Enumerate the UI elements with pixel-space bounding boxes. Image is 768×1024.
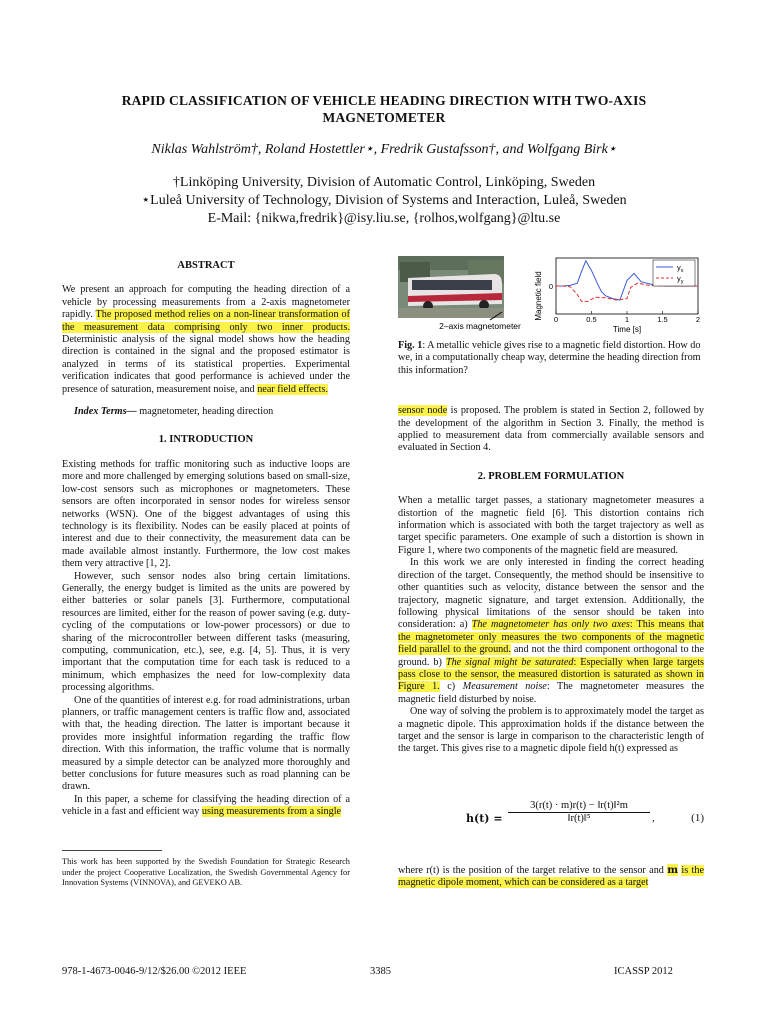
legend-entry-yx: $y_x$: [677, 263, 684, 274]
legend-box: [653, 260, 695, 286]
problem-p2-hl1-italic: The magnetometer has only two axes: [471, 619, 630, 631]
magnetic-field-plot: [549, 258, 700, 324]
bus-photo: [398, 256, 504, 318]
problem-heading: 2. PROBLEM FORMULATION: [477, 470, 625, 482]
affiliation-linkoping: †Linköping University, Division of Automatic Control, Linköping, Sweden: [172, 175, 596, 190]
y-axis-label: Magnetic field: [534, 271, 543, 321]
footnote: This work has been supported by the Swedish Foundation for Strategic Research under the project Cooperative Localization, the Swedish Governmental Agency for Innovation Systems (VINNOVA), and GEVEKO AB.: [62, 857, 350, 888]
index-terms-label: Index Terms—: [74, 406, 137, 418]
x-tick-label: 0: [553, 315, 559, 324]
paper-title: RAPID CLASSIFICATION OF VEHICLE HEADING DIRECTION WITH TWO-AXIS MAGNETOMETER: [121, 93, 647, 125]
problem-paragraph-2: [398, 557, 704, 706]
problem-p4-highlight-m: m: [667, 864, 679, 876]
right-column-bottom: [398, 864, 704, 890]
figure-1: [398, 256, 704, 336]
sensor-label: 2–axis magnetometer: [439, 321, 521, 331]
intro-p4-text: In this paper, a scheme for classifying the heading direction of a vehicle in a fast and efficient way: [62, 793, 350, 818]
figure-1-caption-text: : A metallic vehicle gives rise to a magnetic field distortion. How do we, in a computationally cheap way, determine the heading direction from this information?: [398, 340, 701, 376]
intro-continuation-highlight: sensor node: [398, 405, 448, 417]
email-line: E-Mail: {nikwa,fredrik}@isy.liu.se, {rolhos,wolfgang}@ltu.se: [207, 211, 561, 226]
abstract-text-a: We present an approach for computing the heading direction of a vehicle by processing measurements from a 2-axis magnetometer rapidly.: [62, 284, 350, 321]
problem-p2-hl1-text: : This means that the magnetometer only measures the two components of the magnetic field parallel to the ground.: [398, 619, 704, 656]
problem-paragraph-3: One way of solving the problem is to approximately model the target as a magnetic dipole. This approximation holds if the distance between the target and the sensor is large in comparison to the characteristic length of the target. This gives rise to a magnetic dipole field h(t) expressed as: [398, 706, 704, 755]
equation-denominator: ‖r(t)‖⁵: [567, 813, 591, 824]
intro-paragraph-2: However, such sensor nodes also bring certain limitations. Generally, the energy budget is limited as the units are powered by either batteries or solar panels [3]. Furthermore, computational resources are limited, either for the reason of power saving (e.g. duty-cycling of the computations or low-power processors) or due to sharing of the microcontroller between different tasks (measuring, computing, communication, etc.), see, e.g. [4, 5]. Thus, it is very important that the computation time for each task is reduced to a minimum, which emphasizes the need for low-complexity data processing algorithms.: [62, 570, 350, 694]
x-tick-label: 0.5: [586, 315, 597, 324]
problem-paragraph-4: [398, 864, 704, 890]
y-tick-label: 0: [548, 282, 553, 291]
problem-paragraph-1: When a metallic target passes, a stationary magnetometer measures a distortion of the magnetic field [6]. This distortion contains rich information which is associated with both the target trajectory as well as target specific parameters. One example of such a distortion is shown in Figure 1, where two components of the magnetic field are measured.: [398, 495, 704, 556]
problem-p2-text-b: and not the third component orthogonal to the ground. b): [398, 644, 704, 668]
problem-p2-hl2-text: : Especially when large targets pass close to the sensor, the measured distortion is saturated as shown in Figure 1.: [398, 656, 704, 693]
equation-tag: (1): [691, 812, 704, 824]
abstract-highlight-2: near field effects.: [257, 383, 329, 395]
introduction-heading: 1. INTRODUCTION: [158, 434, 254, 446]
abstract-highlight-1: The proposed method relies on a non-linear transformation of the measurement data comprising only two inner products.: [62, 309, 350, 333]
intro-paragraph-1: Existing methods for traffic monitoring such as inductive loops are more and more challenged by emerging solutions based on small-size, low-cost sensors such as microphones or magnetometers. These sensors are often incorporated in sensor nodes for wireless sensor networks (WSN). One of the biggest advantages of using this technology is its flexibility. Nodes can be easily placed at points of interest and due to their connectivity, the measurement data can be made available almost instantly. Furthermore, the low cost makes them very attractive [1, 2].: [62, 458, 350, 570]
abstract-heading: ABSTRACT: [177, 260, 235, 271]
right-column: [398, 340, 704, 756]
intro-continuation: [398, 405, 704, 455]
index-terms: [62, 406, 350, 418]
legend-entry-yy: $y_y$: [677, 274, 684, 285]
index-terms-text: magnetometer, heading direction: [136, 406, 274, 418]
problem-p2-c-italic: Measurement noise: [462, 681, 547, 693]
equation-comma: ,: [652, 812, 655, 824]
intro-p4-highlight: using measurements from a single: [201, 806, 342, 818]
x-tick-label: 2: [695, 315, 701, 324]
intro-paragraph-4: [62, 794, 350, 819]
problem-p2-text-c: c): [439, 681, 463, 693]
footer-page-number: 3385: [370, 966, 391, 977]
affiliations: [60, 174, 708, 228]
footnote-rule: [62, 850, 162, 851]
intro-paragraph-3: One of the quantities of interest e.g. for road administrations, urban planners, or traffic management centers is traffic flow and, associated with that, the heading direction. The latter is important because it provides more insightful information regarding the traffic flow direction. With this information, the traffic volume that is normally measured by a simple detector can be analyzed more thoroughly and better conclusions for future measures such as road planning can be drawn.: [62, 694, 350, 793]
abstract-text-b: Deterministic analysis of the signal model shows how the heading direction is contained in the signal and the proposed estimator is analyzed in terms of its statistical properties. Experimental verification indicates that good performance is achieved under the presence of saturation, measurement noise, and: [62, 334, 350, 395]
problem-p4-highlight: is the magnetic dipole moment, which can be considered as a target: [398, 865, 705, 889]
x-axis-label: Time [s]: [612, 325, 642, 334]
abstract-body: [62, 284, 350, 396]
footer-venue: ICASSP 2012: [614, 966, 673, 977]
x-tick-label: 1: [624, 315, 630, 324]
left-column: [62, 260, 350, 819]
figure-1-caption: [398, 340, 704, 377]
affiliation-lulea: ⋆Luleå University of Technology, Division of Systems and Interaction, Luleå, Sweden: [141, 193, 627, 208]
figure-1-caption-label: Fig. 1: [398, 340, 423, 351]
problem-p2-hl2-italic: The signal might be saturated: [445, 656, 574, 668]
intro-continuation-text: is proposed. The problem is stated in Section 2, followed by the development of the algorithm in Section 3. Finally, the method is applied to measurement data from commercially available sensors and evaluated in Section 4.: [398, 405, 704, 454]
footer-isbn: 978-1-4673-0046-9/12/$26.00 ©2012 IEEE: [62, 966, 247, 977]
problem-p4-text: where r(t) is the position of the target relative to the sensor and: [398, 865, 668, 876]
problem-p2-text-a: In this work we are only interested in finding the correct heading direction of the target. Consequently, the method should be insensitive to other quantities such as velocity, distance between the sensor and the trajectory, magnetic signature, and target extension. Additionally, the following physical limitations of the sensor should be taken into consideration: a): [398, 557, 704, 631]
author-list: Niklas Wahlström†, Roland Hostettler⋆, Fredrik Gustafsson†, and Wolfgang Birk⋆: [151, 142, 617, 157]
equation-lhs: h(t) =: [466, 812, 503, 825]
equation-fraction: [508, 800, 650, 824]
problem-p2-text-d: : The magnetometer measures the magnetic field disturbed by noise.: [398, 681, 704, 705]
x-tick-label: 1.5: [657, 315, 668, 324]
equation-numerator: 3(r(t) · m)r(t) − ‖r(t)‖²m: [508, 800, 650, 813]
equation-1: [464, 800, 704, 840]
